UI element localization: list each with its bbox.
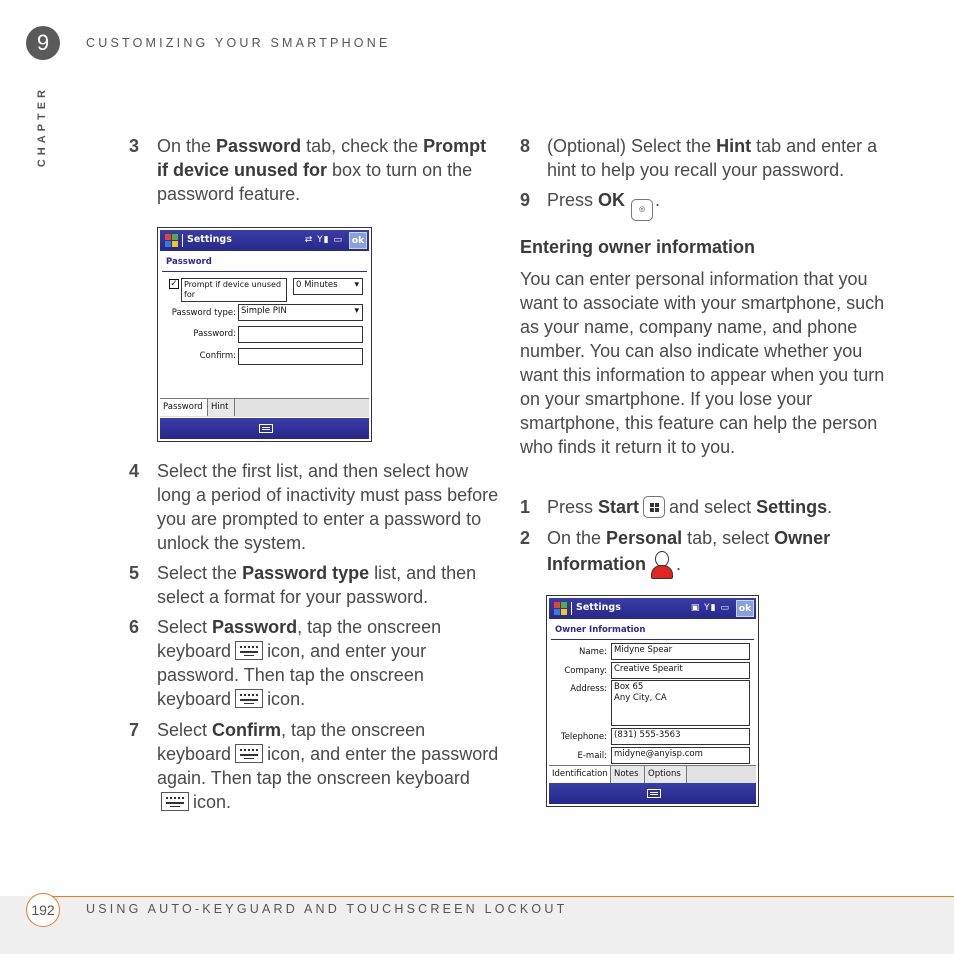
minutes-dropdown: 0 Minutes ▾ <box>293 278 363 295</box>
keyboard-icon <box>647 789 661 798</box>
footer-section-title: USING AUTO-KEYGUARD AND TOUCHSCREEN LOCKOUT <box>86 902 568 916</box>
section-title: Password <box>166 257 212 267</box>
ok-button: ok <box>349 232 367 249</box>
password-field <box>238 326 363 343</box>
password-label: Password: <box>193 329 236 339</box>
chapter-title: CUSTOMIZING YOUR SMARTPHONE <box>86 36 391 50</box>
tab-options: Options <box>645 766 687 783</box>
owner-info-paragraph: You can enter personal information that you want to associate with your smartphone, such as your name, company name, and phone number. You can also indicate whether you want this information to appear when you turn on your smartphone. If you lose your smartphone, this feature can help the person who finds it return it to you. <box>520 269 885 457</box>
keyboard-icon <box>235 641 263 660</box>
step-8: (Optional) Select the Hint tab and enter a hint to help you recall your password. <box>547 136 878 180</box>
owner-information-screenshot <box>546 595 759 807</box>
company-field: Creative Spearit <box>611 662 750 679</box>
telephone-field: (831) 555-3563 <box>611 728 750 745</box>
password-type-label: Password type: <box>171 308 236 318</box>
chapter-vertical-label: CHAPTER <box>36 86 48 168</box>
step-number: 6 <box>129 617 140 637</box>
step-5: Select the Password type list, and then select a format for your password. <box>157 563 477 607</box>
windows-start-icon <box>643 496 665 518</box>
password-settings-screenshot <box>157 227 372 442</box>
tab-hint: Hint <box>208 399 235 416</box>
title-bar <box>160 230 369 251</box>
chapter-number-badge: 9 <box>26 26 60 60</box>
step-number: 7 <box>129 720 140 740</box>
step-3: On the Password tab, check the Prompt if device unused for box to turn on the password feature. <box>157 136 487 204</box>
email-label: E-mail: <box>577 751 607 761</box>
ok-button-icon: ◎ <box>631 199 653 221</box>
step-number: 5 <box>129 563 140 583</box>
prompt-checkbox-label: Prompt if device unused for <box>181 278 287 302</box>
keyboard-icon <box>161 792 189 811</box>
keyboard-icon <box>235 744 263 763</box>
step-number: 9 <box>520 190 531 210</box>
tab-strip <box>549 765 756 784</box>
telephone-label: Telephone: <box>560 732 607 742</box>
page-number: 192 <box>26 893 60 927</box>
owner-step-2: On the Personal tab, select Owner Information . <box>547 526 892 578</box>
windows-logo-icon <box>554 602 567 615</box>
password-type-dropdown: Simple PIN ▾ <box>238 304 363 321</box>
step-6: Select Password, tap the onscreen keyboard icon, and enter your password. Then tap the onscreen keyboard icon. <box>157 617 442 709</box>
step-number: 2 <box>520 528 531 548</box>
address-line-1: Box 65 <box>614 682 644 692</box>
keyboard-icon <box>259 424 273 433</box>
ok-button: ok <box>736 600 754 617</box>
step-9: Press OK ◎ . <box>547 188 892 221</box>
name-label: Name: <box>579 647 607 657</box>
owner-step-1: Press Start and select Settings. <box>547 497 833 517</box>
address-line-2: Any City, CA <box>614 693 667 703</box>
tab-notes: Notes <box>611 766 645 783</box>
tab-password: Password <box>160 399 208 416</box>
address-field <box>611 680 750 726</box>
checkbox-icon: ✓ <box>170 279 178 289</box>
footer-rule <box>40 896 954 897</box>
windows-logo-icon <box>165 234 178 247</box>
section-title: Owner Information <box>555 625 646 635</box>
status-icons: ▣ Y▮ ▭ <box>690 603 730 613</box>
title-bar-label: Settings <box>187 234 232 245</box>
step-4: Select the first list, and then select how long a period of inactivity must pass before you are prompted to enter a password to unlock the system. <box>157 461 499 553</box>
bottom-bar <box>160 418 369 439</box>
title-bar-label: Settings <box>576 602 621 613</box>
keyboard-icon <box>235 689 263 708</box>
address-label: Address: <box>570 684 607 694</box>
tab-identification: Identification <box>549 766 611 783</box>
section-heading: Entering owner information <box>520 237 756 257</box>
email-field: midyne@anyisp.com <box>611 747 750 764</box>
status-icons: ⇄ Y▮ ▭ <box>304 235 343 245</box>
step-number: 1 <box>520 497 531 517</box>
step-number: 8 <box>520 136 531 156</box>
name-field: Midyne Spear <box>611 643 750 660</box>
step-number: 3 <box>129 136 140 156</box>
title-bar <box>549 598 756 619</box>
owner-information-icon <box>650 550 672 578</box>
bottom-bar <box>549 783 756 804</box>
tab-strip <box>160 398 369 417</box>
confirm-field <box>238 348 363 365</box>
step-number: 4 <box>129 461 140 481</box>
step-7: Select Confirm, tap the onscreen keyboard icon, and enter the password again. Then tap the onscreen keyboardicon. <box>157 720 499 812</box>
company-label: Company: <box>564 666 607 676</box>
confirm-label: Confirm: <box>199 351 236 361</box>
